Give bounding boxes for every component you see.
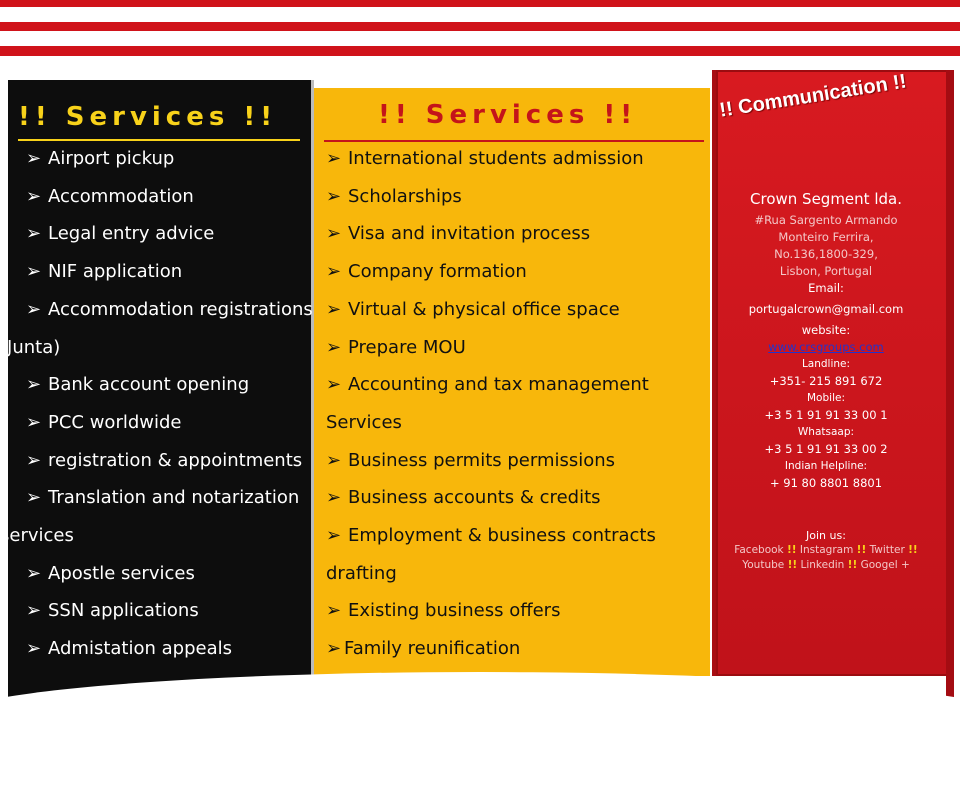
services-left-heading: !! Services !! — [18, 102, 278, 132]
services-right-list — [326, 140, 656, 668]
google-plus-link[interactable]: Googel + — [860, 559, 910, 571]
list-item: ➢ Accommodation registrations — [26, 291, 313, 329]
list-item: ➢ Admistation appeals — [26, 630, 313, 668]
social-links-row — [726, 558, 926, 573]
helpline-number: + 91 80 8801 8801 — [769, 476, 883, 490]
list-item: ➢ Accommodation — [26, 178, 313, 216]
arrow-bullet-icon: ➢ — [326, 336, 342, 358]
address-line: Monteiro Ferrira, — [778, 230, 874, 244]
list-item: ➢ Scholarships — [326, 178, 656, 216]
list-item: ➢ Legal entry advice — [26, 215, 313, 253]
contact-details — [726, 190, 926, 573]
stripe — [0, 22, 960, 31]
list-item: ➢ Business accounts & credits — [326, 479, 656, 517]
landline-number: +351- 215 891 672 — [769, 374, 883, 388]
bottom-curve — [0, 672, 960, 792]
youtube-link[interactable]: Youtube — [742, 559, 785, 571]
arrow-bullet-icon: ➢ — [326, 487, 342, 509]
list-item: ➢ Company formation — [326, 253, 656, 291]
panel-edge — [946, 70, 954, 710]
list-item: ➢ Airport pickup — [26, 140, 313, 178]
arrow-bullet-icon: ➢ — [26, 148, 42, 169]
list-item: ➢ Existing business offers — [326, 592, 656, 630]
arrow-bullet-icon: ➢ — [326, 223, 342, 245]
address-line: #Rua Sargento Armando — [754, 213, 898, 227]
list-item: ➢ Bank account opening — [26, 366, 313, 404]
arrow-bullet-icon: ➢ — [26, 449, 42, 471]
whatsapp-label: Whatsaap: — [797, 426, 855, 438]
list-item-continuation: drafting — [326, 562, 397, 584]
email-link[interactable]: portugalcrown@gmail.com — [748, 302, 904, 316]
mobile-label: Mobile: — [807, 392, 845, 404]
list-item-continuation: (Junta) — [0, 336, 61, 358]
mobile-number: +3 5 1 91 91 33 00 1 — [764, 408, 888, 422]
separator: !! — [856, 544, 867, 556]
list-item: ➢ PCC worldwide — [26, 404, 313, 442]
separator: !! — [847, 559, 858, 571]
landline-label: Landline: — [801, 358, 851, 370]
arrow-bullet-icon: ➢ — [26, 185, 42, 207]
list-item: ➢ Accounting and tax management — [326, 366, 656, 404]
facebook-link[interactable]: Facebook — [734, 544, 784, 556]
arrow-bullet-icon: ➢ — [326, 261, 342, 283]
list-item: ➢ Employment & business contracts — [326, 517, 656, 555]
whatsapp-number: +3 5 1 91 91 33 00 2 — [764, 442, 888, 456]
list-item: ➢ Apostle services — [26, 555, 313, 593]
arrow-bullet-icon: ➢ — [326, 638, 342, 660]
company-name: Crown Segment lda. — [750, 190, 902, 208]
arrow-bullet-icon: ➢ — [326, 374, 342, 396]
arrow-bullet-icon: ➢ — [26, 562, 42, 584]
helpline-label: Indian Helpline: — [784, 460, 868, 472]
address-line: Lisbon, Portugal — [779, 264, 873, 278]
list-item: ➢ Family reunification — [326, 630, 656, 668]
social-links-row — [726, 543, 926, 558]
arrow-bullet-icon: ➢ — [26, 411, 42, 433]
stripe — [0, 0, 960, 7]
arrow-bullet-icon: ➢ — [326, 449, 342, 471]
stripe — [0, 46, 960, 56]
communication-heading: !! Communication !! — [718, 70, 908, 122]
list-item: ➢ SSN applications — [26, 592, 313, 630]
arrow-bullet-icon: ➢ — [26, 638, 42, 660]
list-item: ➢ registration & appointments — [26, 442, 313, 480]
separator: !! — [786, 544, 797, 556]
address-line: No.136,1800-329, — [774, 247, 878, 261]
services-left-list — [0, 140, 313, 668]
arrow-bullet-icon: ➢ — [326, 185, 342, 207]
list-item: ➢ NIF application — [26, 253, 313, 291]
separator: !! — [787, 559, 798, 571]
list-item: ➢ Prepare MOU — [326, 329, 656, 367]
arrow-bullet-icon: ➢ — [26, 600, 42, 622]
list-item: ➢ Visa and invitation process — [326, 215, 656, 253]
website-label: website: — [801, 323, 851, 337]
list-item: ➢ Virtual & physical office space — [326, 291, 656, 329]
arrow-bullet-icon: ➢ — [326, 148, 342, 169]
arrow-bullet-icon: ➢ — [26, 223, 42, 245]
arrow-bullet-icon: ➢ — [326, 298, 342, 320]
join-us-label: Join us: — [806, 529, 846, 542]
list-item: ➢ Business permits permissions — [326, 442, 656, 480]
list-item-continuation: Services — [326, 411, 402, 433]
arrow-bullet-icon: ➢ — [326, 600, 342, 622]
separator: !! — [908, 544, 918, 556]
website-link[interactable]: www.crsgroups.com — [768, 340, 884, 354]
twitter-link[interactable]: Twitter — [869, 544, 905, 556]
list-item-continuation: services — [0, 525, 74, 547]
arrow-bullet-icon: ➢ — [26, 487, 42, 509]
arrow-bullet-icon: ➢ — [26, 374, 42, 396]
services-right-heading: !! Services !! — [378, 100, 638, 130]
list-item: ➢ International students admission — [326, 140, 656, 178]
email-label: Email: — [808, 281, 844, 295]
arrow-bullet-icon: ➢ — [326, 525, 342, 547]
linkedin-link[interactable]: Linkedin — [800, 559, 845, 571]
instagram-link[interactable]: Instagram — [799, 544, 854, 556]
arrow-bullet-icon: ➢ — [26, 261, 42, 283]
arrow-bullet-icon: ➢ — [26, 298, 42, 320]
list-item: ➢ Translation and notarization — [26, 479, 313, 517]
